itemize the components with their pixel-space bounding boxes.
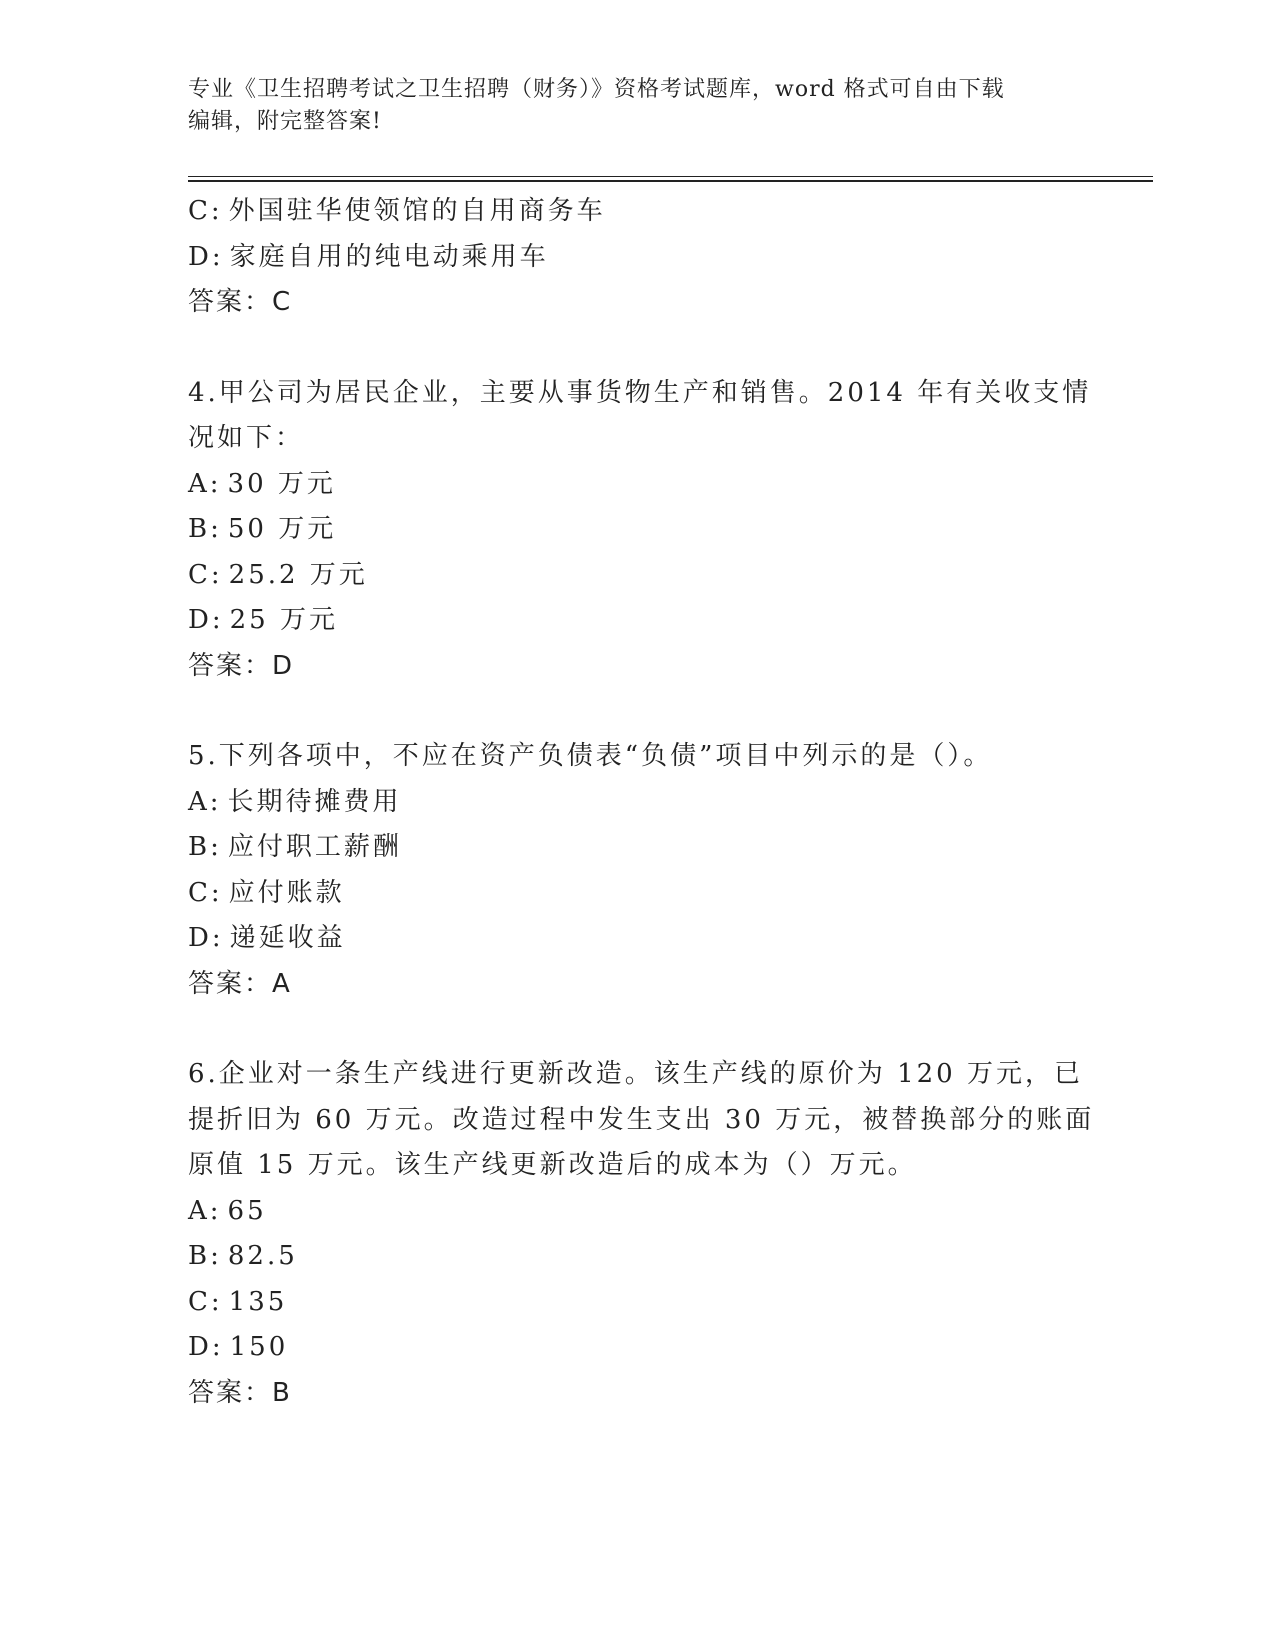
option-item bbox=[188, 1234, 1088, 1280]
option-label: A: bbox=[188, 1195, 222, 1226]
option-item bbox=[188, 507, 1088, 553]
question-fragment bbox=[188, 189, 1088, 326]
question-block bbox=[188, 1052, 1095, 1416]
header-divider bbox=[188, 180, 1153, 182]
question-list bbox=[188, 189, 1095, 1416]
option-text: 应付账款 bbox=[228, 877, 345, 908]
option-item bbox=[188, 780, 1088, 826]
option-item bbox=[188, 1325, 1088, 1371]
question-stem: 况如下： bbox=[188, 423, 305, 453]
question-block bbox=[188, 734, 1088, 1007]
answer-line: 答案：D bbox=[188, 650, 295, 681]
option-text: 家庭自用的纯电动乘用车 bbox=[229, 241, 549, 272]
option-text: 65 bbox=[227, 1195, 267, 1226]
option-item bbox=[188, 598, 1088, 644]
header-line: 编辑，附完整答案! bbox=[188, 109, 382, 134]
document-header bbox=[188, 74, 1068, 138]
answer-line: 答案：B bbox=[188, 1377, 292, 1408]
option-label: D: bbox=[188, 1332, 224, 1362]
option-label: D: bbox=[188, 923, 224, 953]
option-label: C: bbox=[188, 877, 223, 908]
question-block bbox=[188, 371, 1092, 690]
option-text: 长期待摊费用 bbox=[227, 786, 402, 817]
option-item bbox=[188, 825, 1088, 871]
option-item bbox=[188, 916, 1088, 962]
option-text: 应付职工薪酬 bbox=[227, 832, 402, 862]
option-label: A: bbox=[188, 468, 222, 499]
option-text: 82.5 bbox=[227, 1241, 298, 1271]
option-item bbox=[188, 553, 1088, 599]
option-text: 递延收益 bbox=[229, 923, 346, 953]
option-label: A: bbox=[188, 786, 222, 817]
option-label: D: bbox=[188, 241, 224, 272]
option-text: 135 bbox=[228, 1286, 288, 1317]
header-line: 专业《卫生招聘考试之卫生招聘（财务）》资格考试题库，word 格式可自由下载 bbox=[188, 77, 1005, 102]
answer-line: 答案：C bbox=[188, 287, 293, 317]
option-item bbox=[188, 1280, 1088, 1326]
question-stem: 4.甲公司为居民企业，主要从事货物生产和销售。2014 年有关收支情 bbox=[188, 377, 1092, 408]
question-stem: 提折旧为 60 万元。改造过程中发生支出 30 万元，被替换部分的账面 bbox=[188, 1104, 1095, 1135]
option-text: 150 bbox=[229, 1332, 289, 1362]
option-label: B: bbox=[188, 1241, 222, 1271]
option-text: 30 万元 bbox=[227, 468, 336, 499]
option-label: C: bbox=[188, 559, 223, 590]
option-item bbox=[188, 871, 1088, 917]
question-stem: 原值 15 万元。该生产线更新改造后的成本为（）万元。 bbox=[188, 1150, 917, 1180]
option-label: D: bbox=[188, 605, 224, 635]
option-item bbox=[188, 462, 1088, 508]
option-label: B: bbox=[188, 514, 222, 544]
option-text: 25.2 万元 bbox=[228, 559, 368, 590]
option-item bbox=[188, 1189, 1088, 1235]
header-divider bbox=[188, 176, 1153, 177]
option-label: B: bbox=[188, 832, 222, 862]
option-label: C: bbox=[188, 196, 223, 226]
answer-line: 答案：A bbox=[188, 968, 292, 999]
option-text: 外国驻华使领馆的自用商务车 bbox=[228, 196, 606, 226]
option-label: C: bbox=[188, 1286, 223, 1317]
option-item bbox=[188, 235, 1088, 281]
option-text: 50 万元 bbox=[227, 514, 337, 544]
option-item bbox=[188, 189, 1088, 235]
question-stem: 6.企业对一条生产线进行更新改造。该生产线的原价为 120 万元，已 bbox=[188, 1059, 1083, 1089]
option-text: 25 万元 bbox=[229, 605, 338, 635]
question-stem: 5.下列各项中，不应在资产负债表“负债”项目中列示的是（）。 bbox=[188, 741, 993, 771]
